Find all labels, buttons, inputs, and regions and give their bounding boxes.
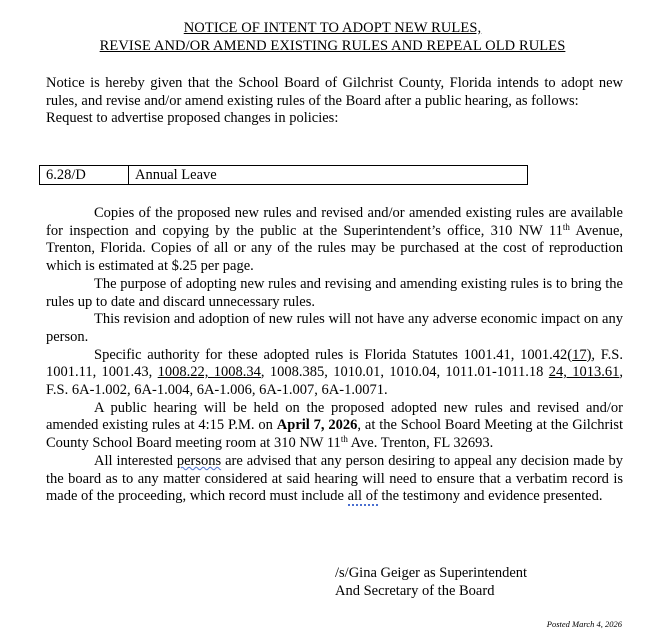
intro-paragraph: [46, 75, 623, 128]
hearing-date: April 7, 2026: [276, 417, 358, 434]
notice-body: [46, 205, 623, 506]
appeal-paragraph: All interested persons are advised that any person desiring to appeal any decision made by the board as to any matter considered at said hearing will need to ensure that a verbatim record is made of the proceeding, which record must include all of the testimony and evidence presented.: [46, 452, 623, 505]
request-text: Request to advertise proposed changes in policies:: [46, 110, 339, 127]
purpose-paragraph: The purpose of adopting new rules and revising and amending existing rules is to bring the rules up to date and discard unnecessary rules.: [46, 275, 623, 310]
policy-name: Annual Leave: [135, 167, 217, 183]
title-line-2: REVISE AND/OR AMEND EXISTING RULES AND REPEAL OLD RULES: [99, 38, 566, 54]
copies-paragraph: Copies of the proposed new rules and revised and/or amended existing rules are available for inspection and copying by the public at the Superintendent’s office, 310 NW 11th Avenue, Trenton, Florida. Copies of all or any of the rules may be purchased at the cost of reproduction which is estimated at $.25 per page.: [46, 205, 624, 275]
authority-paragraph: Specific authority for these adopted rules is Florida Statutes 1001.41, 1001.42(17), F.S. 1001.11, 1001.43, 1008.22, 1008.34, 1008.385, 1010.01, 1010.04, 1011.01-1011.18 24, 1013.61, F.S. 6A-1.002, 6A-1.004, 6A-1.006, 6A-1.007, 6A-1.0071.: [46, 346, 624, 399]
intro-text: Notice is hereby given that the School Board of Gilchrist County, Florida intends to adopt new rules, and revise and/or amend existing rules of the Board after a public hearing, as follows:: [46, 75, 623, 109]
policy-code: 6.28/D: [40, 166, 129, 184]
policy-table: [39, 165, 528, 185]
posted-date: Posted March 4, 2026: [546, 619, 622, 629]
title-line-1: NOTICE OF INTENT TO ADOPT NEW RULES,: [183, 20, 482, 36]
hearing-paragraph: A public hearing will be held on the proposed adopted new rules and revised and/or amended existing rules at 4:15 P.M. on April 7, 2026, at the School Board Meeting at the Gilchrist County School Board meeting room at 310 NW 11th Ave. Trenton, FL 32693.: [46, 399, 624, 452]
signature-line-1: /s/Gina Geiger as Superintendent: [335, 565, 528, 581]
impact-paragraph: This revision and adoption of new rules will not have any adverse economic impact on any person.: [46, 311, 623, 345]
signature-line-2: And Secretary of the Board: [335, 583, 495, 599]
